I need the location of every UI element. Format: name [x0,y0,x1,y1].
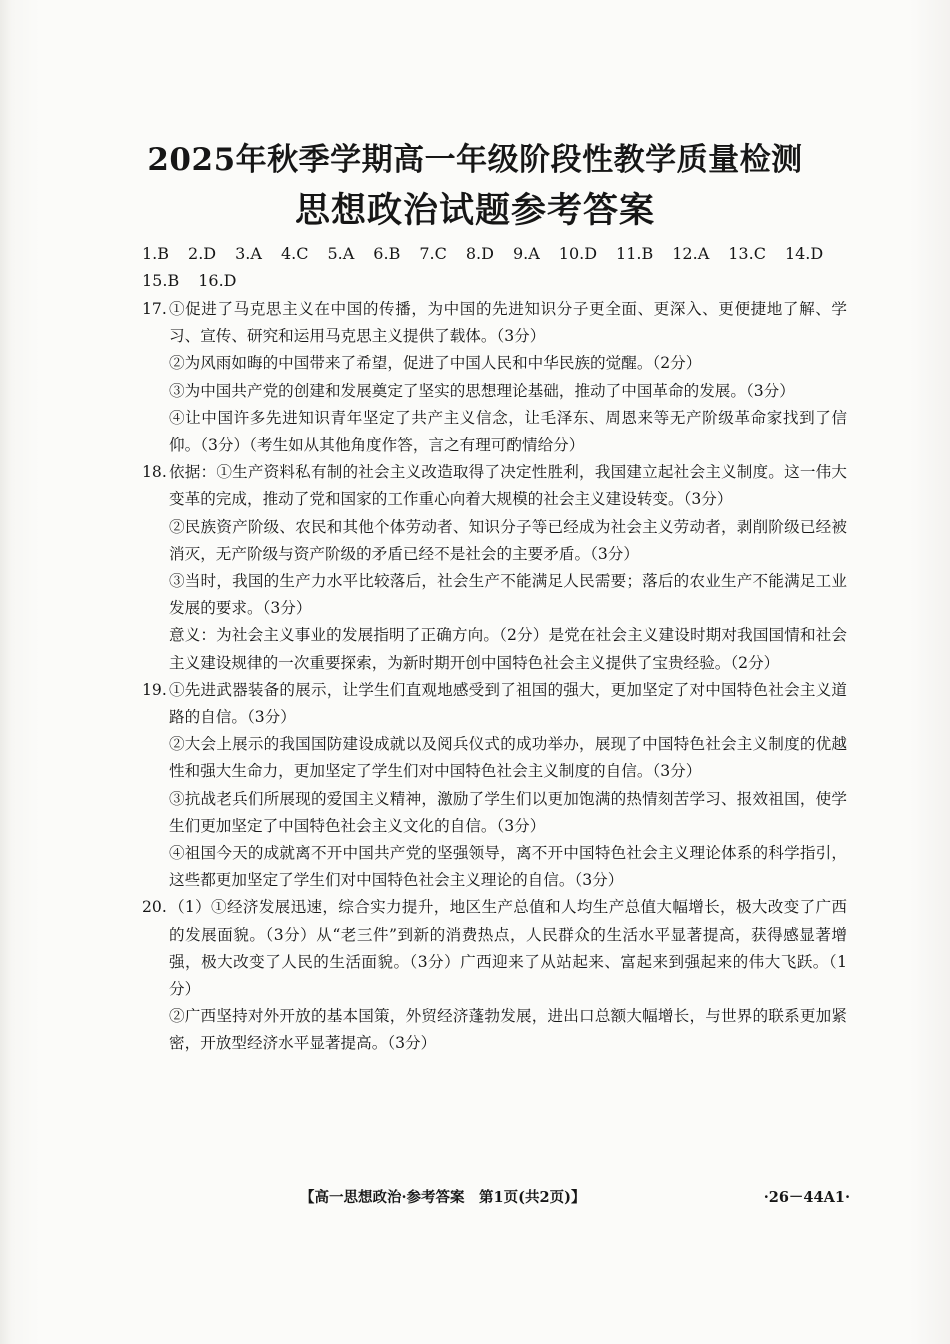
question-number: 18. [142,463,167,482]
mc-answer: 16.D [198,271,237,290]
answer-point: ①促进了马克思主义在中国的传播，为中国的先进知识分子更全面、更深入、更便捷地了解、学习、宣传、研究和运用马克思主义提供了载体。（3分） [169,300,847,346]
multiple-choice-answers-row-2 [142,271,842,290]
multiple-choice-answers-row-1 [142,244,842,263]
answer-point: ②广西坚持对外开放的基本国策，外贸经济蓬勃发展，进出口总额大幅增长，与世界的联系更加紧密，开放型经济水平显著提高。（3分） [169,1007,847,1053]
mc-answer: 15.B [142,271,180,290]
question-number: 19. [142,680,167,699]
mc-answer: 1.B [142,244,170,263]
answer-point: ①先进武器装备的展示，让学生们直观地感受到了祖国的强大，更加坚定了对中国特色社会主义道路的自信。（3分） [169,680,847,727]
question-18 [142,459,847,677]
mc-answer: 4.C [280,244,309,263]
answer-point: ③抗战老兵们所展现的爱国主义精神，激励了学生们以更加饱满的热情刻苦学习、报效祖国，使学生们更加坚定了中国特色社会主义文化的自信。（3分） [169,789,847,835]
question-19 [142,677,847,895]
question-20 [142,894,847,1057]
mc-answer: 3.A [235,244,262,263]
mc-answer: 6.B [373,244,401,263]
answer-point: 依据：①生产资料私有制的社会主义改造取得了决定性胜利，我国建立起社会主义制度。这一伟大变革的完成，推动了党和国家的工作重心向着大规模的社会主义建设转变。（3分） [169,463,847,509]
question-17 [142,296,847,459]
exam-title: 2025年秋季学期高一年级阶段性教学质量检测 [147,142,803,178]
mc-answer: 12.A [672,244,710,263]
mc-answer: 10.D [558,244,598,263]
answer-point: ③为中国共产党的创建和发展奠定了坚实的思想理论基础，推动了中国革命的发展。（3分） [169,381,795,400]
answer-key-title: 思想政治试题参考答案 [294,190,655,231]
mc-answer: 5.A [327,244,355,263]
answer-content [142,296,847,1058]
footer-paper-code: ·26－44A1· [763,1189,850,1206]
mc-answer: 14.D [784,244,824,263]
mc-answer: 8.D [465,244,494,263]
answer-point: ④让中国许多先进知识青年坚定了共产主义信念，让毛泽东、周恩来等无产阶级革命家找到了信仰。（3分）（考生如从其他角度作答，言之有理可酌情给分） [169,408,847,455]
answer-point: ②大会上展示的我国国防建设成就以及阅兵仪式的成功举办，展现了中国特色社会主义制度的优越性和强大生命力，更加坚定了学生们对中国特色社会主义制度的自信。（3分） [169,735,847,781]
question-number: 20. [142,898,167,917]
mc-answer: 2.D [188,244,217,263]
mc-answer: 13.C [728,244,766,263]
answer-point: （1）①经济发展迅速，综合实力提升，地区生产总值和人均生产总值大幅增长，极大改变了广西的发展面貌。（3分）从“老三件”到新的消费热点，人民群众的生活水平显著提高，获得感显著增强，极大改变了人民的生活面貌。（3分）广西迎来了从站起来、富起来到强起来的伟大飞跃。（1分） [169,898,847,999]
mc-answer: 11.B [616,244,654,263]
footer-page-label: 【高一思想政治·参考答案 第1页(共2页)】 [300,1189,586,1206]
answer-point: 意义：为社会主义事业的发展指明了正确方向。（2分）是党在社会主义建设时期对我国国情和社会主义建设规律的一次重要探索，为新时期开创中国特色社会主义提供了宝贵经验。（2分） [169,626,847,672]
question-number: 17. [142,300,167,318]
mc-answer: 9.A [512,244,540,263]
answer-point: ④祖国今天的成就离不开中国共产党的坚强领导，离不开中国特色社会主义理论体系的科学指引，这些都更加坚定了学生们对中国特色社会主义理论的自信。（3分） [169,844,847,890]
mc-answer: 7.C [419,244,447,263]
answer-point: ③当时，我国的生产力水平比较落后，社会生产不能满足人民需要；落后的农业生产不能满足工业发展的要求。（3分） [169,572,847,618]
answer-point: ②民族资产阶级、农民和其他个体劳动者、知识分子等已经成为社会主义劳动者，剥削阶级已经被消灭，无产阶级与资产阶级的矛盾已经不是社会的主要矛盾。（3分） [169,517,847,563]
answer-point: ②为风雨如晦的中国带来了希望，促进了中国人民和中华民族的觉醒。（2分） [169,354,702,373]
